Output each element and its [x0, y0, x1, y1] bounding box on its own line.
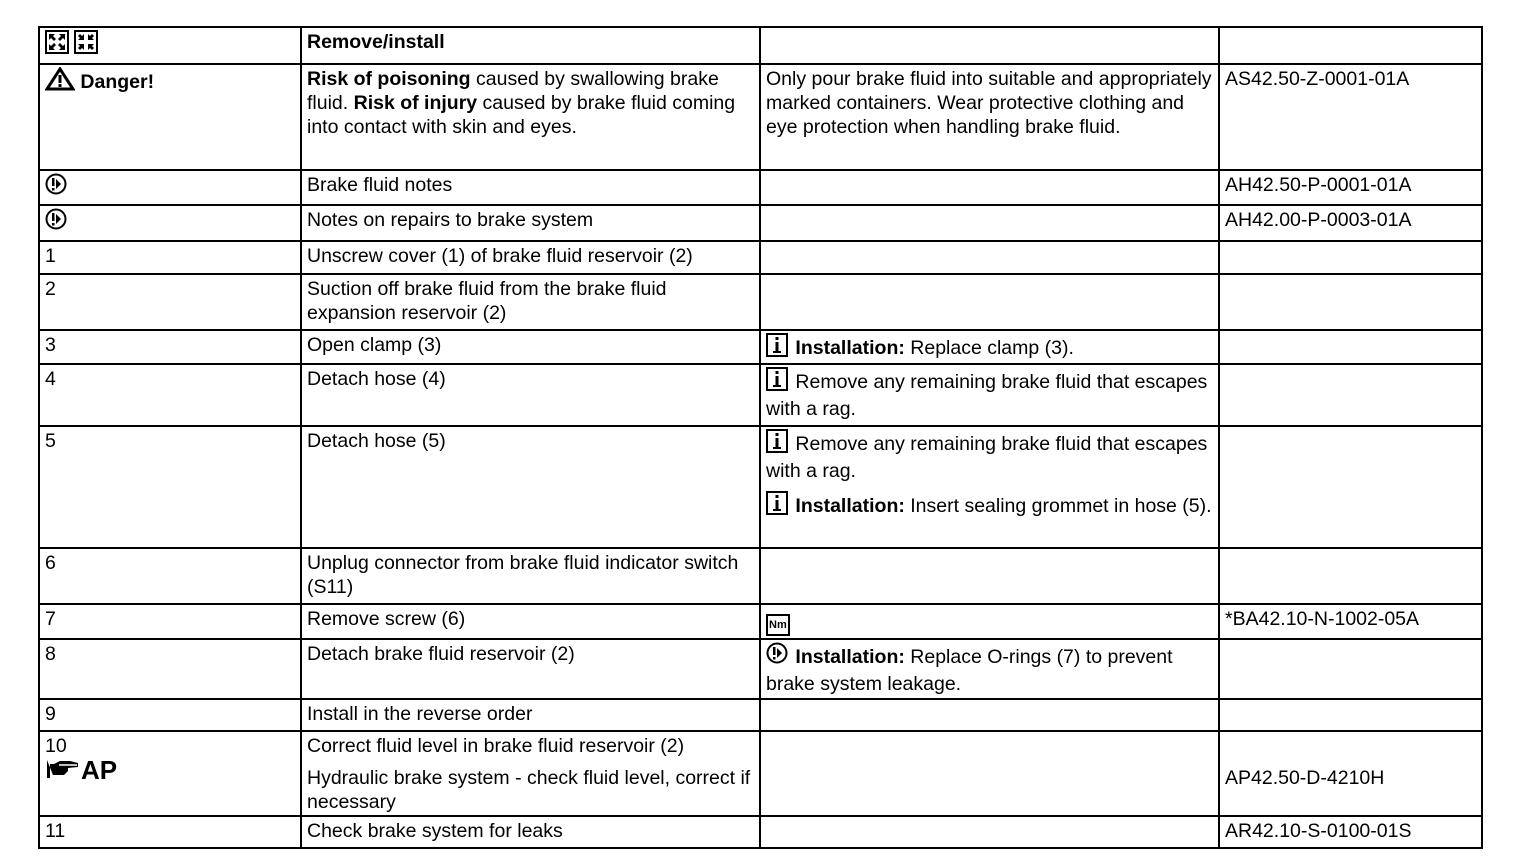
- step-row: [39, 426, 1482, 548]
- note-icon: [766, 642, 790, 672]
- table-cell: 7: [39, 604, 301, 639]
- step-row: [39, 699, 1482, 731]
- table-cell: Detach brake fluid reservoir (2): [301, 639, 760, 699]
- note-ref[interactable]: AH42.50-P-0001-01A: [1219, 170, 1482, 205]
- danger-text: Risk of poisoning caused by swallowing brake fluid. Risk of injury caused by brake fluid coming into contact with skin and eyes.: [301, 64, 760, 170]
- table-cell: [760, 548, 1219, 604]
- table-cell: [301, 27, 760, 64]
- table-cell: [1219, 426, 1482, 548]
- table-cell: Install in the reverse order: [301, 699, 760, 731]
- step-row: [39, 364, 1482, 426]
- note-ref[interactable]: AH42.00-P-0003-01A: [1219, 205, 1482, 241]
- info-icon: [766, 491, 790, 521]
- table-cell: Installation: Replace clamp (3).: [760, 330, 1219, 364]
- table-cell: Open clamp (3): [301, 330, 760, 364]
- table-cell: Check brake system for leaks: [301, 816, 760, 848]
- header-row: [39, 27, 1482, 64]
- pointing-hand-icon: [45, 758, 81, 786]
- table-cell: Unplug connector from brake fluid indicator switch (S11): [301, 548, 760, 604]
- info-icon: [766, 367, 790, 397]
- table-cell: Detach hose (5): [301, 426, 760, 548]
- table-cell: [1219, 699, 1482, 731]
- table-cell: Installation: Replace O-rings (7) to prevent brake system leakage.: [760, 639, 1219, 699]
- table-cell: Notes on repairs to brake system: [301, 205, 760, 241]
- table-cell: Detach hose (4): [301, 364, 760, 426]
- table-cell: [39, 27, 301, 64]
- step-row: [39, 604, 1482, 639]
- note-row: [39, 170, 1482, 205]
- danger-ref[interactable]: AS42.50-Z-0001-01A: [1219, 64, 1482, 170]
- table-cell: 6: [39, 548, 301, 604]
- table-cell[interactable]: AP42.50-D-4210H: [1219, 731, 1482, 816]
- table-cell: [760, 274, 1219, 330]
- collapse-icon[interactable]: [74, 30, 98, 60]
- table-cell: [760, 699, 1219, 731]
- table-cell: 11: [39, 816, 301, 848]
- note-icon: [45, 208, 69, 238]
- torque-icon: Nm: [766, 614, 790, 636]
- warning-triangle-icon: [45, 67, 75, 97]
- table-cell: 10 AP: [39, 731, 301, 816]
- step-row: [39, 639, 1482, 699]
- table-cell: 8: [39, 639, 301, 699]
- table-cell: 3: [39, 330, 301, 364]
- table-cell: [39, 205, 301, 241]
- info-icon: [766, 429, 790, 459]
- step-row: [39, 816, 1482, 848]
- table-cell: 2: [39, 274, 301, 330]
- section-title: Remove/install: [307, 31, 445, 53]
- table-cell: [760, 170, 1219, 205]
- table-cell: 5: [39, 426, 301, 548]
- step-row: [39, 274, 1482, 330]
- table-cell: [760, 241, 1219, 274]
- table-cell: [39, 64, 301, 170]
- step-row: [39, 731, 1482, 816]
- table-cell: [760, 205, 1219, 241]
- table-cell: 9: [39, 699, 301, 731]
- note-icon: [45, 173, 69, 203]
- procedure-table: [38, 26, 1483, 849]
- table-cell: 4: [39, 364, 301, 426]
- danger-measure: Only pour brake fluid into suitable and appropriately marked containers. Wear protective clothing and eye protection when handling brake fluid.: [760, 64, 1219, 170]
- step-row: [39, 548, 1482, 604]
- table-cell: [1219, 330, 1482, 364]
- table-cell: [39, 170, 301, 205]
- table-cell: [1219, 274, 1482, 330]
- table-cell: Remove any remaining brake fluid that escapes with a rag. Installation: Insert sealing grommet in hose (5).: [760, 426, 1219, 548]
- table-cell: [1219, 548, 1482, 604]
- table-cell: [1219, 639, 1482, 699]
- danger-row: [39, 64, 1482, 170]
- table-cell: Correct fluid level in brake fluid reservoir (2) Hydraulic brake system - check fluid level, correct if necessary: [301, 731, 760, 816]
- table-cell: [760, 604, 1219, 639]
- table-cell[interactable]: AR42.10-S-0100-01S: [1219, 816, 1482, 848]
- step-row: [39, 330, 1482, 364]
- table-cell[interactable]: *BA42.10-N-1002-05A: [1219, 604, 1482, 639]
- expand-icon[interactable]: [45, 30, 69, 60]
- table-cell: Suction off brake fluid from the brake fluid expansion reservoir (2): [301, 274, 760, 330]
- note-row: [39, 205, 1482, 241]
- table-cell: [1219, 241, 1482, 274]
- table-cell: Remove screw (6): [301, 604, 760, 639]
- table-cell: [760, 27, 1219, 64]
- table-cell: [760, 731, 1219, 816]
- table-cell: Brake fluid notes: [301, 170, 760, 205]
- table-cell: [1219, 27, 1482, 64]
- table-cell: [1219, 364, 1482, 426]
- table-cell: 1: [39, 241, 301, 274]
- table-cell: Remove any remaining brake fluid that escapes with a rag.: [760, 364, 1219, 426]
- info-icon: [766, 333, 790, 363]
- table-cell: Unscrew cover (1) of brake fluid reservoir (2): [301, 241, 760, 274]
- danger-label: Danger!: [80, 71, 155, 93]
- step-row: [39, 241, 1482, 274]
- table-cell: [760, 816, 1219, 848]
